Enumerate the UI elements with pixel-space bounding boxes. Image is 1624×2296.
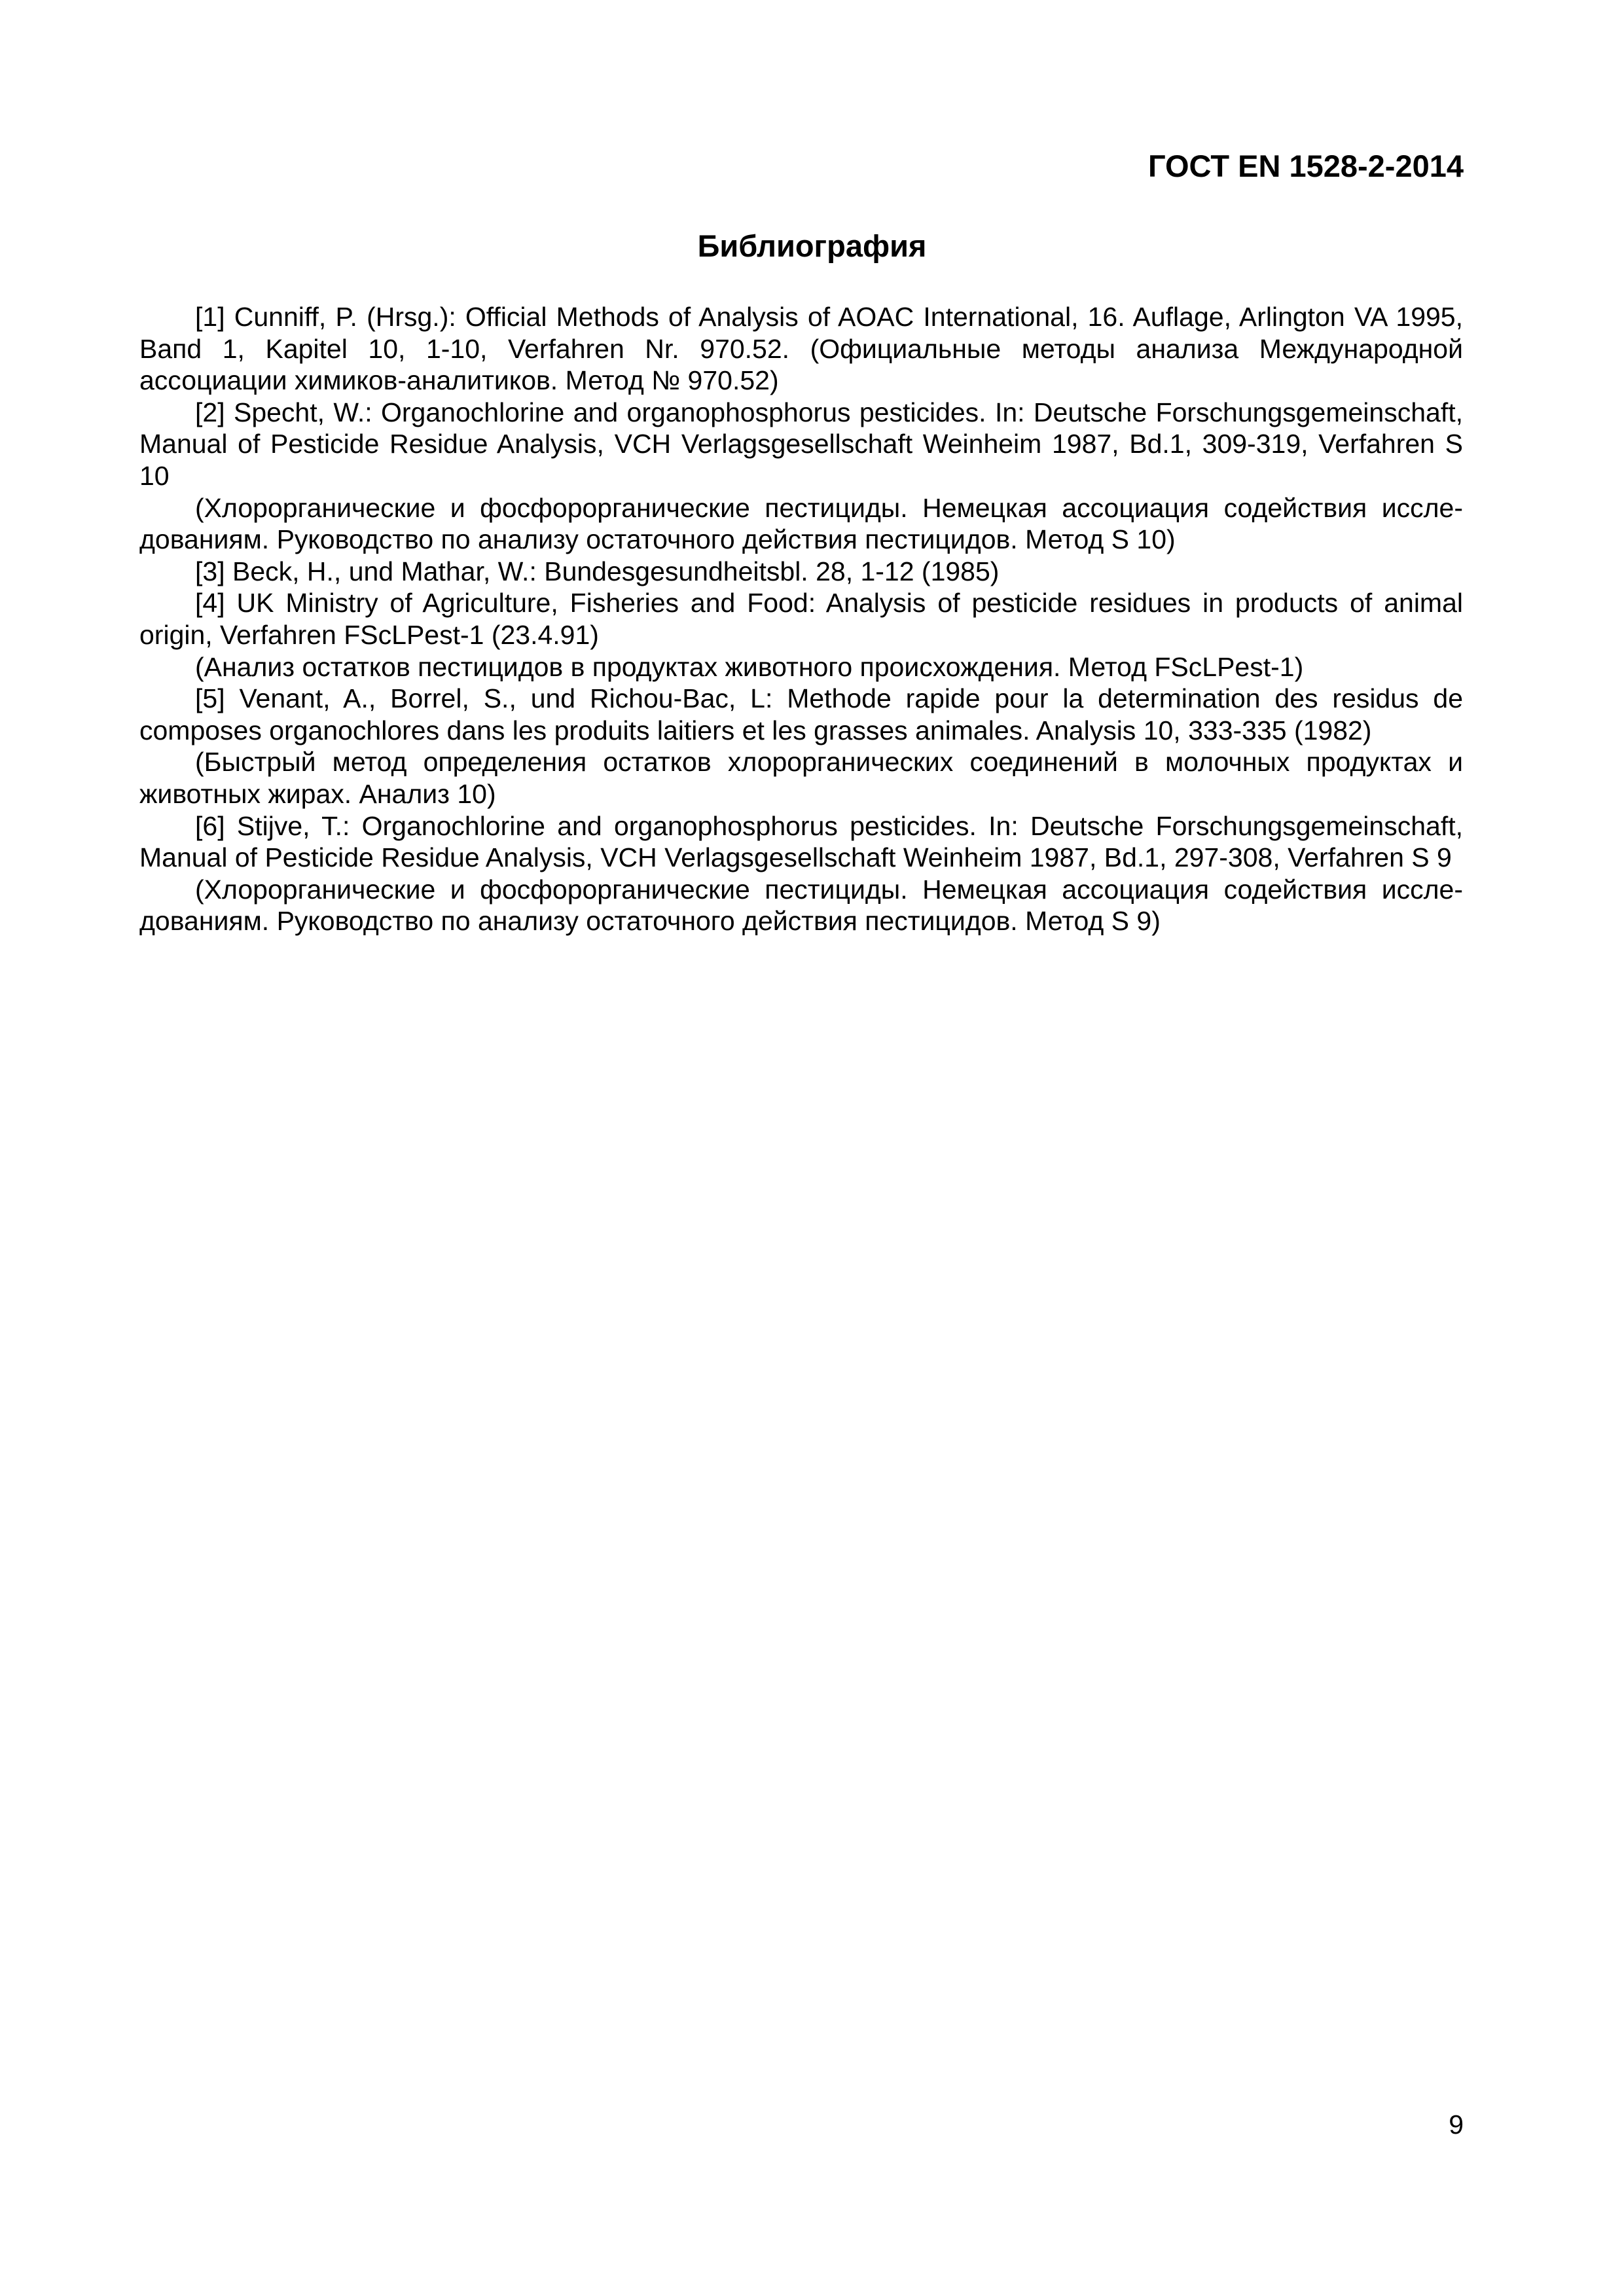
bibliography-entry-6-translation: (Хлорорганические и фосфорорганические пестициды. Немецкая ассоциация содействия исследованиям. Руководство по анализу остаточного действия пестицидов. Метод S 9) [139, 874, 1463, 937]
bibliography-entry-3: [3] Beck, H., und Mathar, W.: Bundesgesundheitsbl. 28, 1-12 (1985) [195, 556, 1000, 586]
bibliography-list [139, 301, 1463, 937]
page-number: 9 [1449, 2109, 1464, 2140]
bibliography-entry-2: [2] Specht, W.: Organochlorine and organophosphorus pesticides. In: Deutsche Forschungsgemeinschaft, Manual of Pesticide Residue Analysis, VCH Verlagsgesellschaft Weinheim 1987, Bd.1, 309-319, Verfahren S 10 [139, 397, 1463, 491]
document-code: ГОСТ EN 1528-2-2014 [1147, 149, 1464, 183]
bibliography-entry-6: [6] Stijve, T.: Organochlorine and organophosphorus pesticides. In: Deutsche Forschungsgemeinschaft, Manual of Pesticide Residue Analysis, VCH Verlagsgesellschaft Weinheim 1987, Bd.1, 297-308, Verfahren S 9 [139, 810, 1463, 873]
bibliography-entry-4-translation: (Анализ остатков пестицидов в продуктах животного происхождения. Метод FScLPest-1) [195, 651, 1304, 682]
bibliography-entry-4: [4] UK Ministry of Agriculture, Fisheries and Food: Analysis of pesticide residues in products of animal origin, Verfahren FScLPest-1 (23.4.91) [139, 588, 1463, 650]
bibliography-entry-2-translation: (Хлорорганические и фосфорорганические пестициды. Немецкая ассоциация содействия исследованиям. Руководство по анализу остаточного действия пестицидов. Метод S 10) [139, 492, 1463, 555]
bibliography-title: Библиография [697, 228, 927, 263]
bibliography-entry-5-translation: (Быстрый метод определения остатков хлорорганических соединений в молочных продуктах и животных жирах. Анализ 10) [139, 747, 1463, 809]
bibliography-entry-5: [5] Venant, A., Borrel, S., und Richou-Bac, L: Methode rapide pour la determination des residus de composes organochlores dans les produits laitiers et les grasses animales. Analysis 10, 333-335 (1982) [139, 683, 1463, 745]
bibliography-entry-1: [1] Cunniff, P. (Hrsg.): Official Methods of Analysis of AOAC International, 16. Auflage, Arlington VA 1995, Bапd 1, Kapitel 10, 1-10, Verfahren Nr. 970.52. (Официальные методы анализа Международной ассоциации химиков-аналитиков. Метод № 970.52) [139, 302, 1463, 396]
